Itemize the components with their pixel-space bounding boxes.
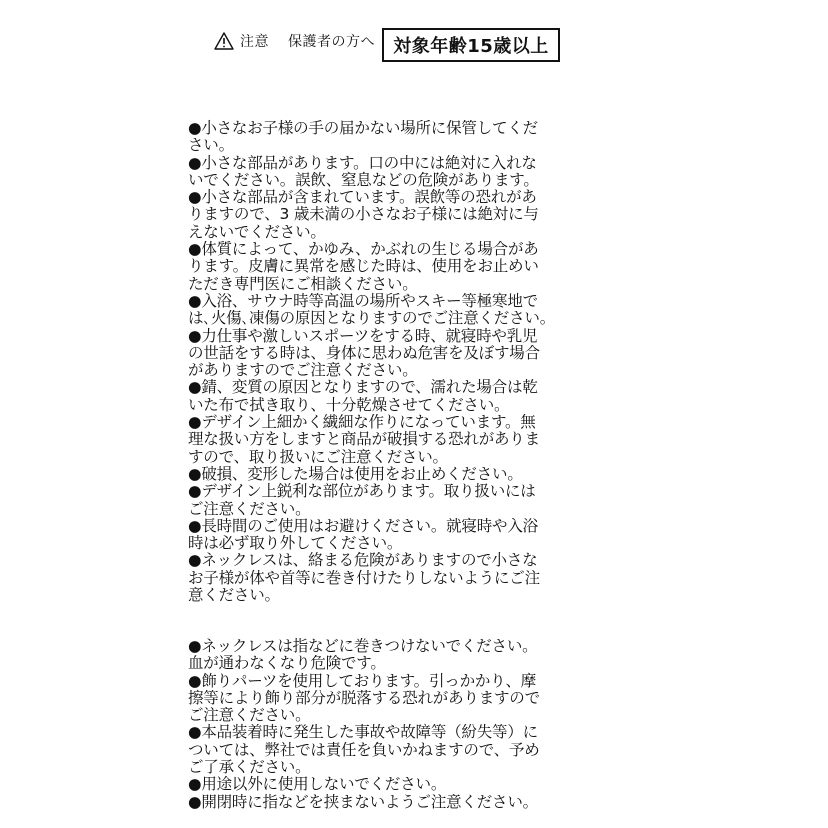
precautions-section-2	[188, 638, 598, 811]
text-line: えないでください。	[188, 222, 326, 241]
warning-triangle-icon	[214, 32, 234, 50]
text-line: ●力仕事や激しいスポーツをする時、就寝時や乳児	[188, 326, 538, 345]
text-line: ●体質によって、かゆみ、かぶれの生じる場合があ	[188, 240, 539, 259]
text-line: 意ください。	[188, 586, 280, 605]
text-line: 血が通わなくなり危険です。	[188, 654, 386, 673]
text-line: は､火傷､凍傷の原因となりますのでご注意ください。	[188, 309, 556, 328]
text-line: ●長時間のご使用はお避けください。就寝時や入浴	[188, 516, 538, 535]
text-line: ご注意ください。	[188, 706, 311, 725]
precautions-section-1	[188, 120, 598, 604]
text-line: りますので、3 歳未満の小さなお子様には絶対に与	[188, 205, 539, 224]
text-line: ●デザイン上鋭利な部位があります。取り扱いには	[188, 482, 536, 501]
text-line: ●錆、変質の原因となりますので、濡れた場合は乾	[188, 378, 538, 397]
text-line: ●ネックレスは指などに巻きつけないでください。	[188, 637, 538, 655]
text-line: さい。	[188, 136, 234, 155]
warning-label: 注意	[240, 34, 269, 50]
text-line: ります。皮膚に異常を感じた時は、使用をお止めい	[188, 257, 539, 276]
text-line: ●入浴、サウナ時等高温の場所やスキー等極寒地で	[188, 291, 538, 310]
text-line: すので、取り扱いにご注意ください。	[188, 447, 448, 466]
text-line: ご了承ください。	[188, 758, 311, 777]
text-line: ●本品装着時に発生した事故や故障等（紛失等）に	[188, 723, 538, 742]
text-line: ●用途以外に使用しないでください。	[188, 775, 447, 794]
text-line: 時は必ず取り外してください。	[188, 534, 403, 553]
text-line: ついては、弊社では責任を負いかねますので、予め	[188, 740, 540, 759]
text-line: ●小さなお子様の手の届かない場所に保管してくだ	[188, 119, 538, 137]
text-line: の世話をする時は、身体に思わぬ危害を及ぼす場合	[188, 343, 540, 362]
text-line: 理な扱い方をしますと商品が破損する恐れがありま	[188, 430, 540, 449]
text-line: ●開閉時に指などを挟まないようご注意ください。	[188, 792, 538, 811]
text-line: ●ネックレスは、絡まる危険がありますので小さな	[188, 551, 538, 570]
text-line: 擦等により飾り部分が脱落する恐れがありますので	[188, 688, 540, 707]
text-line: いた布で拭き取り、十分乾燥させてください。	[188, 395, 510, 414]
text-line: ●破損、変形した場合は使用をお止めください。	[188, 464, 523, 483]
text-line: いでください。誤飲、窒息などの危険があります。	[188, 170, 539, 189]
text-line: がありますのでご注意ください。	[188, 361, 418, 380]
caution-header	[214, 31, 389, 51]
guardian-label: 保護者の方へ	[287, 34, 375, 50]
text-line: ●デザイン上細かく繊細な作りになっています。無	[188, 413, 536, 432]
text-line: お子様が体や首等に巻き付けたりしないようにご注	[188, 568, 540, 587]
text-line: ●飾りパーツを使用しております。引っかかり、摩	[188, 671, 537, 690]
text-line: ご注意ください。	[188, 499, 311, 518]
age-badge: 対象年齢15歳以上	[382, 28, 560, 62]
text-line: ●小さな部品が含まれています。誤飲等の恐れがあ	[188, 188, 537, 207]
text-line: ただき専門医にご相談ください。	[188, 274, 418, 293]
text-line: ●小さな部品があります。口の中には絶対に入れな	[188, 153, 537, 172]
